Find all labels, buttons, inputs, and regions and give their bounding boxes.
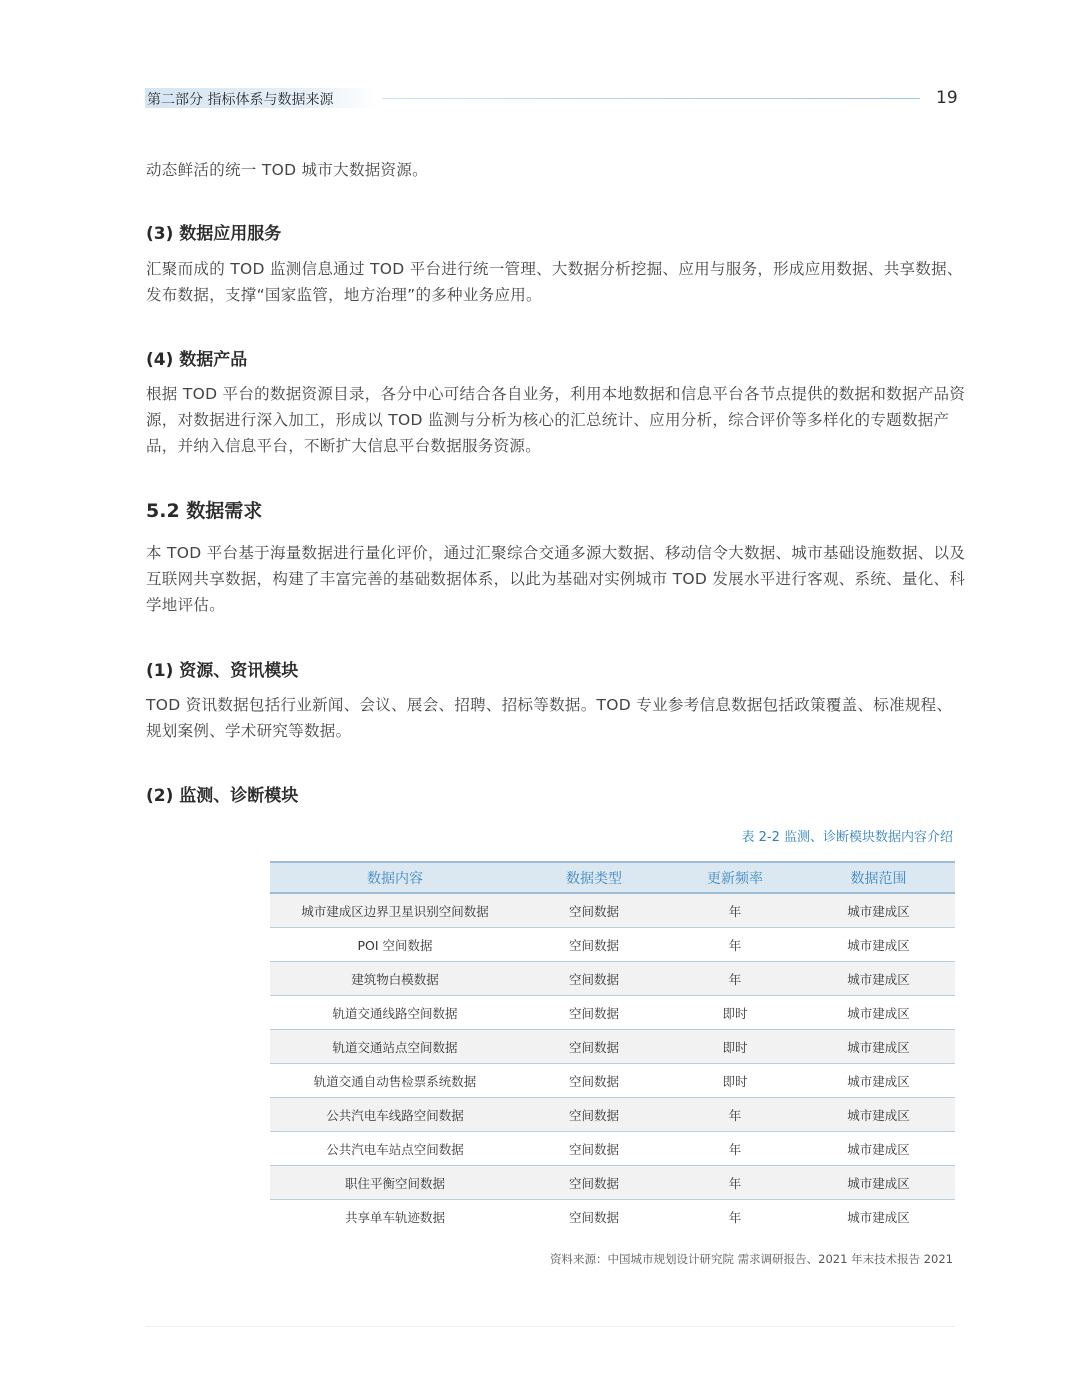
table-source-note: 资料来源：中国城市规划设计研究院 需求调研报告、2021 年末技术报告 2021 xyxy=(550,1252,953,1266)
cell-range: 城市建成区 xyxy=(802,996,955,1030)
cell-content: 公共汽电车线路空间数据 xyxy=(270,1098,520,1132)
cell-range: 城市建成区 xyxy=(802,893,955,928)
section-3-paragraph: 汇聚而成的 TOD 监测信息通过 TOD 平台进行统一管理、大数据分析挖掘、应用与服务，形成应用数据、共享数据、发布数据，支撑“国家监管，地方治理”的多种业务应用。 xyxy=(146,260,963,304)
cell-range: 城市建成区 xyxy=(802,928,955,962)
cell-frequency: 年 xyxy=(668,1098,802,1132)
cell-range: 城市建成区 xyxy=(802,1200,955,1234)
section-4-heading: (4) 数据产品 xyxy=(146,350,248,370)
header-data-range: 数据范围 xyxy=(802,862,955,893)
intro-paragraph: 动态鲜活的统一 TOD 城市大数据资源。 xyxy=(146,161,428,179)
section-5-2-heading: 5.2 数据需求 xyxy=(146,500,263,522)
cell-type: 空间数据 xyxy=(520,893,668,928)
cell-content: 城市建成区边界卫星识别空间数据 xyxy=(270,893,520,928)
table-row xyxy=(270,1166,955,1200)
table-row xyxy=(270,1064,955,1098)
cell-range: 城市建成区 xyxy=(802,1098,955,1132)
table-row xyxy=(270,1098,955,1132)
section-5-2-paragraph: 本 TOD 平台基于海量数据进行量化评价，通过汇聚综合交通多源大数据、移动信令大数据、城市基础设施数据、以及互联网共享数据，构建了丰富完善的基础数据体系，以此为基础对实例城市 TOD 发展水平进行客观、系统、量化、科学地评估。 xyxy=(146,544,966,614)
table-row xyxy=(270,1200,955,1234)
cell-type: 空间数据 xyxy=(520,1064,668,1098)
cell-range: 城市建成区 xyxy=(802,1030,955,1064)
cell-type: 空间数据 xyxy=(520,1166,668,1200)
page-number: 19 xyxy=(936,88,958,108)
cell-range: 城市建成区 xyxy=(802,1132,955,1166)
header-update-frequency: 更新频率 xyxy=(668,862,802,893)
subsection-2-heading: (2) 监测、诊断模块 xyxy=(146,786,299,806)
cell-type: 空间数据 xyxy=(520,1200,668,1234)
cell-content: 职住平衡空间数据 xyxy=(270,1166,520,1200)
footer-divider xyxy=(145,1326,955,1327)
cell-frequency: 年 xyxy=(668,1200,802,1234)
header-section-title: 第二部分 指标体系与数据来源 xyxy=(147,92,334,108)
section-4-paragraph: 根据 TOD 平台的数据资源目录，各分中心可结合各自业务，利用本地数据和信息平台各节点提供的数据和数据产品资源，对数据进行深入加工，形成以 TOD 监测与分析为核心的汇总统计、应用分析，综合评价等多样化的专题数据产品，并纳入信息平台，不断扩大信息平台数据服务资源。 xyxy=(146,385,966,455)
cell-content: POI 空间数据 xyxy=(270,928,520,962)
section-3-heading: (3) 数据应用服务 xyxy=(146,224,282,244)
cell-content: 建筑物白模数据 xyxy=(270,962,520,996)
cell-content: 公共汽电车站点空间数据 xyxy=(270,1132,520,1166)
cell-type: 空间数据 xyxy=(520,1030,668,1064)
cell-content: 轨道交通自动售检票系统数据 xyxy=(270,1064,520,1098)
cell-frequency: 年 xyxy=(668,893,802,928)
table-row xyxy=(270,996,955,1030)
table-row xyxy=(270,1132,955,1166)
table-header-row xyxy=(270,862,955,893)
cell-frequency: 即时 xyxy=(668,1064,802,1098)
table-row xyxy=(270,928,955,962)
table-row xyxy=(270,893,955,928)
cell-frequency: 即时 xyxy=(668,996,802,1030)
cell-frequency: 年 xyxy=(668,1132,802,1166)
cell-content: 轨道交通站点空间数据 xyxy=(270,1030,520,1064)
header-data-type: 数据类型 xyxy=(520,862,668,893)
cell-range: 城市建成区 xyxy=(802,962,955,996)
cell-type: 空间数据 xyxy=(520,996,668,1030)
header-divider xyxy=(382,98,920,99)
table-row xyxy=(270,962,955,996)
cell-range: 城市建成区 xyxy=(802,1166,955,1200)
cell-content: 轨道交通线路空间数据 xyxy=(270,996,520,1030)
subsection-1-paragraph: TOD 资讯数据包括行业新闻、会议、展会、招聘、招标等数据。TOD 专业参考信息数据包括政策覆盖、标准规程、规划案例、学术研究等数据。 xyxy=(146,696,953,740)
table-row xyxy=(270,1030,955,1064)
cell-content: 共享单车轨迹数据 xyxy=(270,1200,520,1234)
cell-frequency: 即时 xyxy=(668,1030,802,1064)
cell-type: 空间数据 xyxy=(520,962,668,996)
cell-frequency: 年 xyxy=(668,1166,802,1200)
header-data-content: 数据内容 xyxy=(270,862,520,893)
cell-range: 城市建成区 xyxy=(802,1064,955,1098)
cell-type: 空间数据 xyxy=(520,1098,668,1132)
subsection-1-heading: (1) 资源、资讯模块 xyxy=(146,661,299,681)
cell-frequency: 年 xyxy=(668,928,802,962)
cell-frequency: 年 xyxy=(668,962,802,996)
cell-type: 空间数据 xyxy=(520,928,668,962)
table-caption: 表 2-2 监测、诊断模块数据内容介绍 xyxy=(741,830,953,845)
cell-type: 空间数据 xyxy=(520,1132,668,1166)
data-content-table xyxy=(270,861,955,1233)
